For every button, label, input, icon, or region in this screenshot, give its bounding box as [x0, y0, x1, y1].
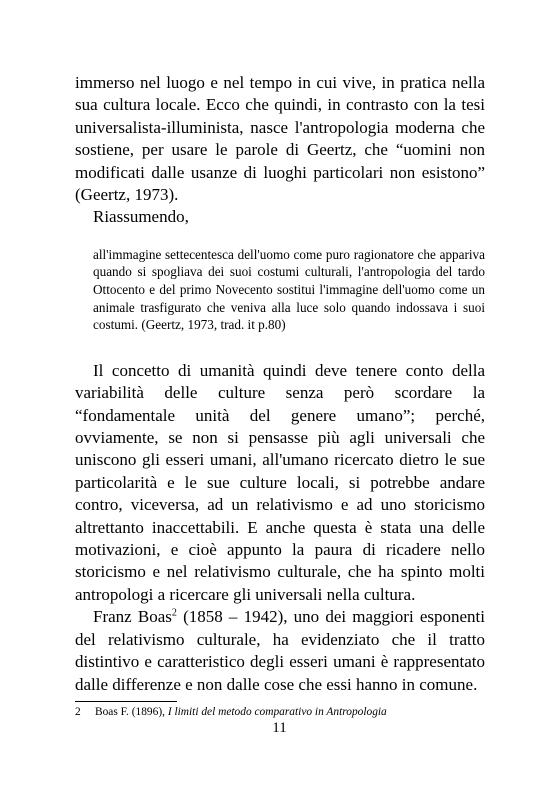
- paragraph-2: Riassumendo,: [93, 207, 189, 227]
- page-body: [75, 72, 485, 720]
- footnote: [75, 705, 485, 720]
- paragraph-4-start: Franz Boas: [93, 607, 172, 627]
- paragraph-1: immerso nel luogo e nel tempo in cui vive, in pratica nella sua cultura locale. Ecco che quindi, in contrasto con la tesi universalista-illuminista, nasce l'antropologia moderna che sostiene, per usare le parole di Geertz, che “uomini non modificati dalle usanze di luoghi particolari non esistono” (Geertz, 1973).: [75, 73, 485, 205]
- page-number: 11: [272, 720, 287, 736]
- paragraph-4: [75, 606, 485, 696]
- paragraph-3: Il concetto di umanità quindi deve tenere conto della variabilità delle culture senza però scordare la “fondamentale unità del genere umano”; perché, ovviamente, se non si pensasse più agli universali che uniscono gli esseri umani, all'umano ricercato dietro le sue particolarità e le sue culture locali, si potrebbe andare contro, viceversa, ad un relativismo e ad uno storicismo altrettanto inaccettabili. E anche questa è stata una delle motivazioni, e cioè appunto la paura di ricadere nello storicismo e nel relativismo culturale, che ha spinto molti antropologi a ricercare gli universali nella cultura.: [75, 360, 485, 604]
- paragraph-4-end: (1858 – 1942), uno dei maggiori esponenti del relativismo culturale, ha evidenziato che il tratto distintivo e caratteristico degli esseri umani è rappresentato dalle differenze e non dalle cose che essi hanno in comune.: [75, 607, 485, 694]
- footnote-author: Boas F. (1896),: [95, 705, 168, 718]
- footnote-number: 2: [75, 705, 81, 718]
- footnote-separator: [75, 701, 177, 702]
- block-quote: all'immagine settecentesca dell'uomo come puro ragionatore che appariva quando si spogliava dei suoi costumi culturali, l'antropologia del tardo Ottocento e del primo Novecento sostitui l'immagine dell'uomo come un animale trasfigurato che veniva alla luce solo quando indossava i suoi costumi. (Geertz, 1973, trad. it p.80): [93, 246, 485, 333]
- footnote-reference[interactable]: 2: [171, 607, 177, 619]
- footnote-title: I limiti del metodo comparativo in Antropologia: [167, 705, 387, 718]
